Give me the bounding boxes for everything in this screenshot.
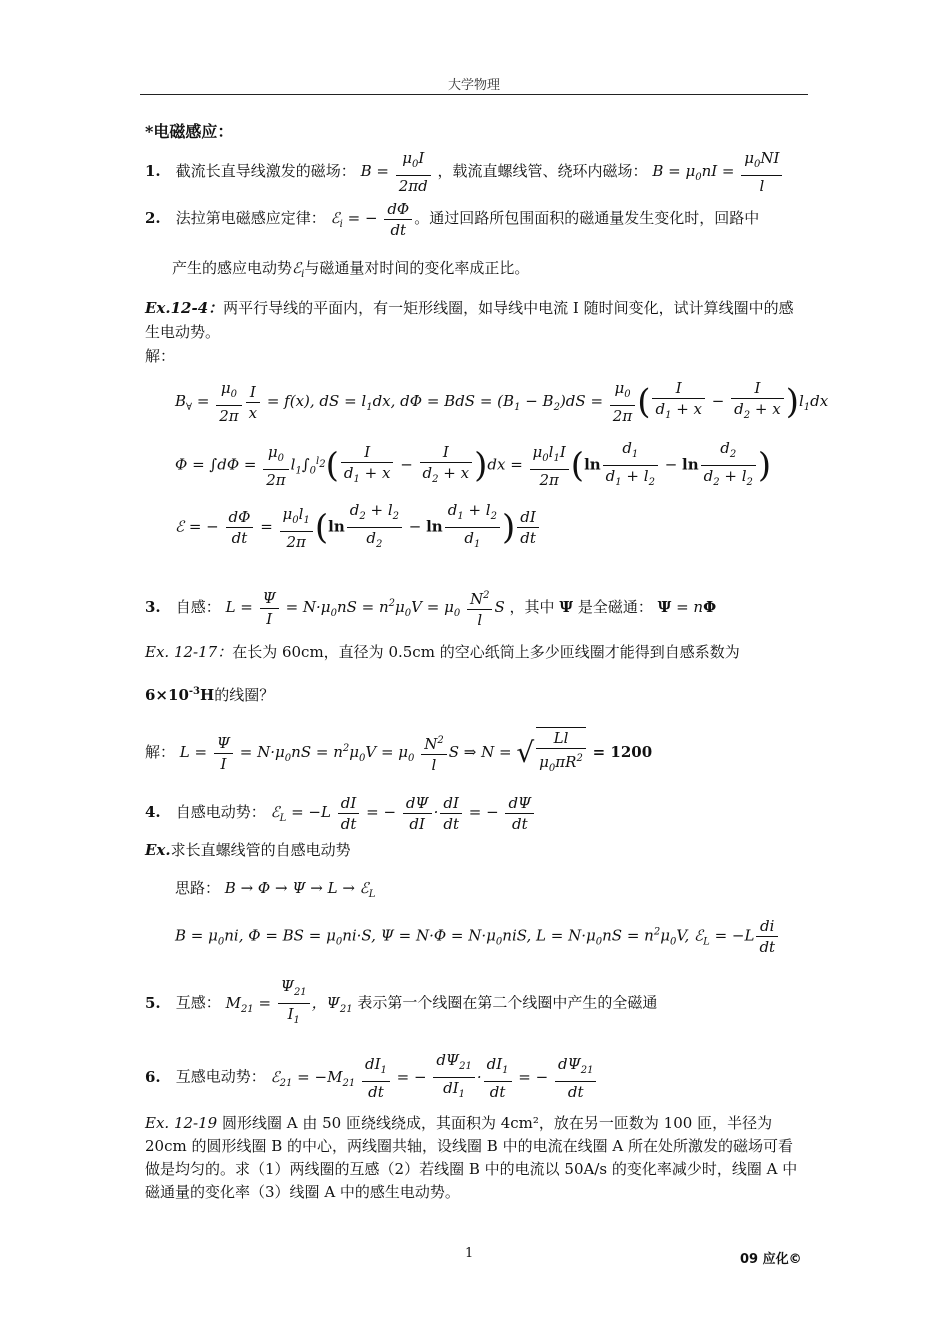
- example-label: Ex. 12-19: [145, 1114, 218, 1132]
- item-number: 4.: [145, 803, 161, 821]
- item-5: [145, 976, 657, 1032]
- item-3: 3. 自感： L = $\frac{\Psi}{I}$ = $N\cdot\mu_0nS = n^2\mu_0V = \mu_0$ $\frac{N^2}{l}$ S ，其中 Ψ 是全磁通： Ψ = nΦ: [145, 582, 716, 636]
- equation-emf: ℰ = − $\frac{d\Phi}{dt}$ = $\frac{\mu_0l_1}{2\pi}$ (ln $\frac{d_2 + l_2}{d_2}$ − ln $\frac{d_1 + l_2}{d_1}$ ) $\frac{dI}{dt}$: [175, 500, 541, 555]
- example-12-19: [145, 1112, 805, 1204]
- result-value: = 1200: [592, 743, 653, 761]
- solution-label: 解：: [145, 743, 176, 761]
- equation-b-flux: $B_\forall$ = $\frac{\mu_0}{2\pi}$ $\frac{I}{x}$ = f(x), dS = $l_1dx$, dΦ = BdS = $(B_1 - B_2)dS$ = $\frac{\mu_0}{2\pi}$ ( $\frac{I}{d_1 + x}$ − $\frac{I}{d_2 + x}$ )$l_1dx$: [175, 379, 829, 425]
- example-label: Ex.: [145, 841, 171, 859]
- item-2-line2: 产生的感应电动势ℰ$_i$与磁通量对时间的变化率成正比。: [172, 259, 530, 280]
- item-number: 1.: [145, 162, 161, 180]
- footer-label: 09 应化©: [740, 1252, 802, 1267]
- item-text: 自感：: [175, 598, 221, 616]
- formula-total-flux: Ψ = nΦ: [657, 598, 717, 616]
- item-text: 自感电动势：: [175, 803, 266, 821]
- formula-faraday: ℰ$_i$ = − $\frac{d\Phi}{dt}$: [331, 209, 415, 227]
- example-label: Ex.12-4：: [145, 299, 224, 317]
- example-12-17: [145, 640, 740, 664]
- item-number: 6.: [145, 1067, 161, 1086]
- item-text: 。通过回路所包围面积的磁通量发生变化时，回路中: [414, 209, 760, 227]
- item-1: [145, 148, 784, 200]
- example-12-17-solution: [145, 724, 652, 784]
- page-number: 1: [465, 1246, 474, 1261]
- idea-line: 思路： B → Φ → Ψ → L → ℰ$_L$: [175, 879, 376, 900]
- example-text: 两平行导线的平面内，有一矩形线圈，如导线中电流 I 随时间变化，试计算线圈中的感生电动势。: [145, 299, 794, 341]
- item-2: [145, 196, 759, 247]
- equation-total-flux: Φ = ∫dΦ = $\frac{\mu_0}{2\pi}$ $l_1\int_0^{l_2}$( $\frac{I}{d_1 + x}$ − $\frac{I}{d_2 + x}$ )dx = $\frac{\mu_0l_1I}{2\pi}$ (ln $\frac{d_1}{d_1 + l_2}$ − ln $\frac{d_2}{d_2 + l_2}$ ): [175, 439, 772, 489]
- item-6: [145, 1050, 598, 1106]
- item-text: 表示第一个线圈在第二个线圈中产生的全磁通: [357, 993, 658, 1012]
- formula-straight-wire: B = $\frac{\mu_0I}{2\pi d}$: [361, 162, 433, 180]
- example-solenoid: [145, 838, 351, 862]
- formula-self-inductance: L = $\frac{\Psi}{I}$ = $N\cdot\mu_0nS = n^2\mu_0V = \mu_0$ $\frac{N^2}{l}$ S: [226, 598, 505, 616]
- formula-turns: L = $\frac{\Psi}{I}$ = $N\cdot\mu_0nS = n^2\mu_0V = \mu_0$ $\frac{N^2}{l}$ S ⇒ N = √ $\frac{Ll}{\mu_0\pi R^2}$: [180, 743, 588, 761]
- formula-mutual-emf: ℰ$_{21}$ = $-M_{21}$ $\frac{dI_1}{dt}$ = − $\frac{d\Psi_{21}}{dI_1}$ · $\frac{dI_1}{dt}$ = − $\frac{d\Psi_{21}}{dt}$: [271, 1068, 599, 1086]
- page-header: 大学物理: [447, 78, 500, 93]
- item-text: 法拉第电磁感应定律：: [175, 209, 326, 227]
- solution-label: 解：: [145, 347, 176, 365]
- equation-solenoid-emf: $B = \mu_0ni$, Φ = BS = $\mu_0ni\cdot S$, $\Psi = N\cdot\Phi = N\cdot\mu_0niS$, $L = N\cdot\mu_0nS = n^2\mu_0V$, ℰ$_L$ = −L $\frac{di}{dt}$: [175, 916, 780, 957]
- example-12-17-line2: $6\times 10^{-3}H$的线圈？: [145, 686, 275, 704]
- example-label: Ex. 12-17：: [145, 643, 233, 661]
- item-number: 5.: [145, 993, 161, 1012]
- section-title: *电磁感应：: [145, 122, 234, 141]
- example-text: 圆形线圈 A 由 50 匝绕线绕成，其面积为 4cm²，放在另一匝数为 100 匝，半径为 20cm 的圆形线圈 B 的中心，两线圈共轴，设线圈 B 中的电流在线圈 A 所在处所激发的磁场可看做是均匀的。求（1）两线圈的互感（2）若线圈 B 中的电流以 50A/s 的变化率减少时，线圈 A 中磁通量的变化率（3）线圈 A 中的感生电动势。: [145, 1114, 798, 1201]
- example-text: 求长直螺线管的自感电动势: [170, 841, 351, 859]
- item-text: 是全磁通：: [577, 598, 653, 616]
- formula-mutual-inductance: $M_{21}$ = $\frac{\Psi_{21}}{I_1}$ ，$\Psi_{21}$: [225, 977, 353, 1026]
- formula-self-emf: ℰ$_L$ = −L $\frac{dI}{dt}$ = − $\frac{d\Psi}{dI}$ · $\frac{dI}{dt}$ = − $\frac{d\Psi}{dt}$: [271, 803, 537, 821]
- item-number: 3.: [145, 598, 161, 616]
- item-text: 互感：: [175, 993, 221, 1012]
- item-text: 互感电动势：: [175, 1067, 266, 1086]
- item-text: 截流长直导线激发的磁场：: [175, 162, 356, 180]
- item-4: [145, 790, 536, 841]
- item-text: ，其中: [509, 598, 555, 616]
- formula-solenoid: $B = \mu_0nI$ = $\frac{\mu_0NI}{l}$: [652, 162, 784, 180]
- header-rule: [140, 94, 808, 95]
- example-12-4: [145, 296, 805, 344]
- item-text: ，载流直螺线管、绕环内磁场：: [437, 162, 648, 180]
- item-number: 2.: [145, 209, 161, 227]
- example-text: 在长为 60cm，直径为 0.5cm 的空心纸筒上多少匝线圈才能得到自感系数为: [232, 643, 740, 661]
